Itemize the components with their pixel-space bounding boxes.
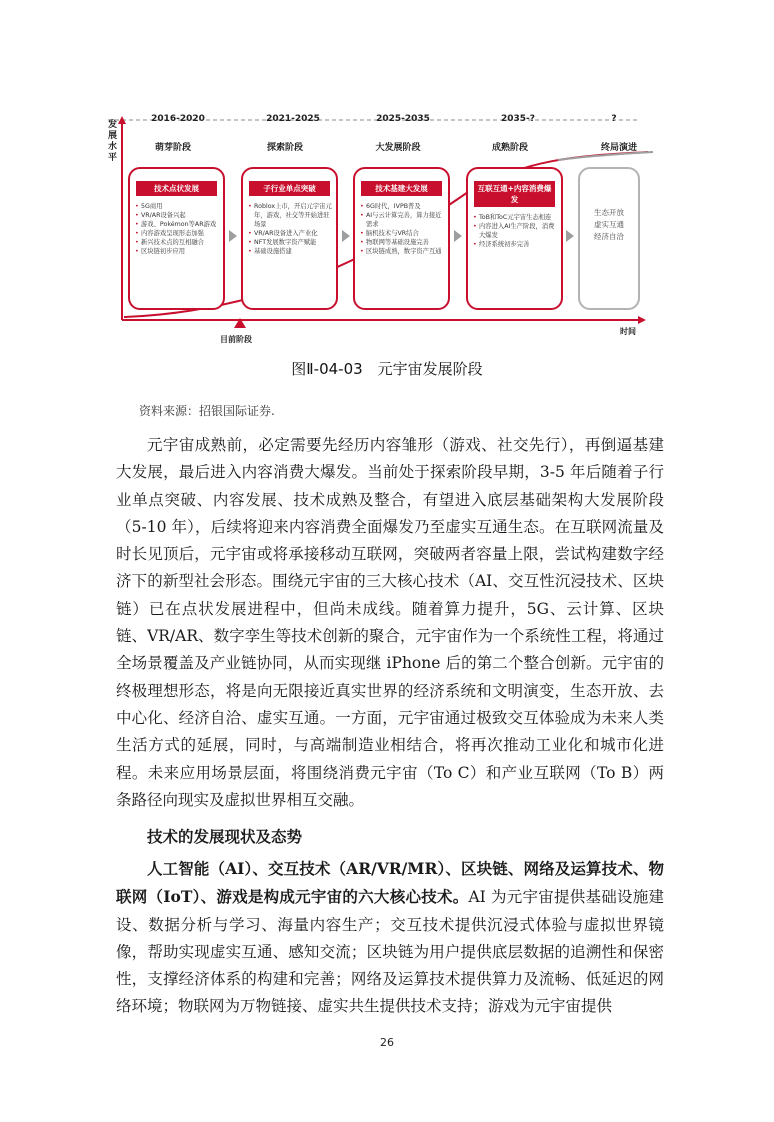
stage-box-item: • 新兴技术点的互相融合	[141, 238, 219, 247]
current-stage-label: 目前阶段	[220, 335, 252, 344]
stage-box-item: • 脑机技术与VR结合	[366, 229, 444, 238]
stage-box-title: 技术基建大发展	[361, 181, 442, 196]
y-axis-label: 发展水平	[108, 120, 118, 163]
body-paragraph: 元宇宙成熟前，必定需要先经历内容雏形（游戏、社交先行），再倒逼基建大发展，最后进入内容消费大爆发。当前处于探索阶段早期，3-5 年后随着子行业单点突破、内容发展、技术成熟及整合，有望进入底层基础架构大发展阶段（5-10 年），后续将迎来内容消费全面爆发乃至虚实互通生态。在互联网流量及时长见顶后，元宇宙或将承接移动互联网，突破两者容量上限，尝试构建数字经济下的新型社会形态。围绕元宇宙的三大核心技术（AI、交互性沉浸技术、区块链）已在点状发展进程中，但尚未成线。随着算力提升，5G、云计算、区块链、VR/AR、数字孪生等技术创新的聚合，元宇宙作为一个系统性工程，将通过全场景覆盖及产业链协同，从而实现继 iPhone 后的第二个整合创新。元宇宙的终极理想形态，将是向无限接近真实世界的经济系统和文明演变，生态开放、去中心化、经济自洽、虚实互通。一方面，元宇宙通过极致交互体验成为未来人类生活方式的延展，同时，与高端制造业相结合，将再次推动工业化和城市化进程。未来应用场景层面，将围绕消费元宇宙（To C）和产业互联网（To B）两条路径向现实及虚拟世界相互交融。	[116, 436, 664, 809]
stage-box-item: • 5G商用	[141, 202, 219, 211]
stage-label: 大发展阶段	[375, 143, 421, 153]
stage-box-item: • 经济系统初步完善	[479, 240, 557, 249]
stage-box-item: • VR/AR设备兴起	[141, 211, 219, 220]
free-text-line: 经济自洽	[594, 232, 624, 241]
arrow-icon	[229, 230, 237, 242]
free-text-line: 虚实互通	[594, 220, 624, 229]
stage-box-item: • 游戏、Pokémon等AR游戏	[141, 220, 219, 229]
figure-caption: 图Ⅱ-04-03 元宇宙发展阶段	[291, 360, 483, 378]
page-number: 26	[380, 1036, 394, 1049]
stage-box-item: • 内容进入AI生产阶段，消费大爆发	[479, 222, 557, 240]
period-label: 2021-2025	[266, 114, 320, 124]
stage-box-item: • 6G时代，IVPB普及	[366, 202, 444, 211]
period-label: 2016-2020	[151, 114, 205, 124]
arrow-icon	[342, 230, 350, 242]
free-text-line: 生态开放	[594, 208, 624, 217]
stage-box	[128, 167, 225, 310]
stage-box-item: • 物联网等基础设施完善	[366, 238, 444, 247]
stage-label: 探索阶段	[266, 143, 303, 153]
stage-box-item: • 区块链成熟，数字资产互通	[366, 247, 444, 256]
stage-box-item: • 区块链初步应用	[141, 247, 219, 256]
stage-box-free-text	[580, 207, 638, 243]
stage-box-item: • ToB和ToC元宇宙生态相连	[479, 213, 557, 222]
body-paragraph	[116, 855, 664, 1021]
stage-label: 成熟阶段	[491, 143, 528, 153]
section-heading: 技术的发展现状及态势	[147, 827, 303, 846]
arrow-icon	[454, 230, 462, 242]
stage-box-title: 子行业单点突破	[249, 181, 330, 196]
stage-box	[241, 167, 338, 310]
stage-label: 终局演进	[600, 143, 637, 153]
stage-box-item: • Roblox上市，开启元宇宙元年，游戏，社交等开始进驻场景	[254, 202, 332, 229]
stage-box-item: • VR/AR设备进入产业化	[254, 229, 332, 238]
development-stages-figure	[108, 112, 664, 350]
stage-box-title: 技术点状发展	[136, 181, 217, 196]
period-label: 2025-2035	[376, 114, 430, 124]
arrow-icon	[566, 230, 574, 242]
stage-box-item: • NFT发展数字资产赋能	[254, 238, 332, 247]
x-axis-label: 时间	[620, 327, 636, 336]
current-stage-marker-icon	[234, 318, 246, 328]
stage-box-title: 互联互通+内容消费爆发	[474, 181, 555, 207]
stage-box	[578, 167, 640, 310]
stage-box	[466, 167, 563, 310]
figure-source: 资料来源：招银国际证券.	[139, 404, 275, 418]
stage-box-item: • 内容游戏呈现形态加强	[141, 229, 219, 238]
stage-label: 萌芽阶段	[154, 143, 191, 153]
paragraph-text: AI 为元宇宙提供基础设施建设、数据分析与学习、海量内容生产；交互技术提供沉浸式体验与虚拟世界镜像，帮助实现虚实互通、感知交流；区块链为用户提供底层数据的追溯性和保密性，支撑经济体系的构建和完善；网络及运算技术提供算力及流畅、低延迟的网络环境；物联网为万物链接、虚实共生提供技术支持；游戏为元宇宙提供	[116, 888, 665, 1016]
stage-box-item: • AI与云计算完善，算力接近需求	[366, 211, 444, 229]
paragraph-lead: 人工智能（AI）、交互技术（AR/VR/MR）、区块链、网络及运算技术、物联网（IoT）、游戏是构成元宇宙的六大核心技术。	[116, 859, 664, 907]
stage-box	[353, 167, 450, 310]
stage-box-item: • 基础设施搭建	[254, 247, 332, 256]
period-label: 2035-?	[500, 114, 535, 124]
period-label: ?	[611, 114, 617, 124]
